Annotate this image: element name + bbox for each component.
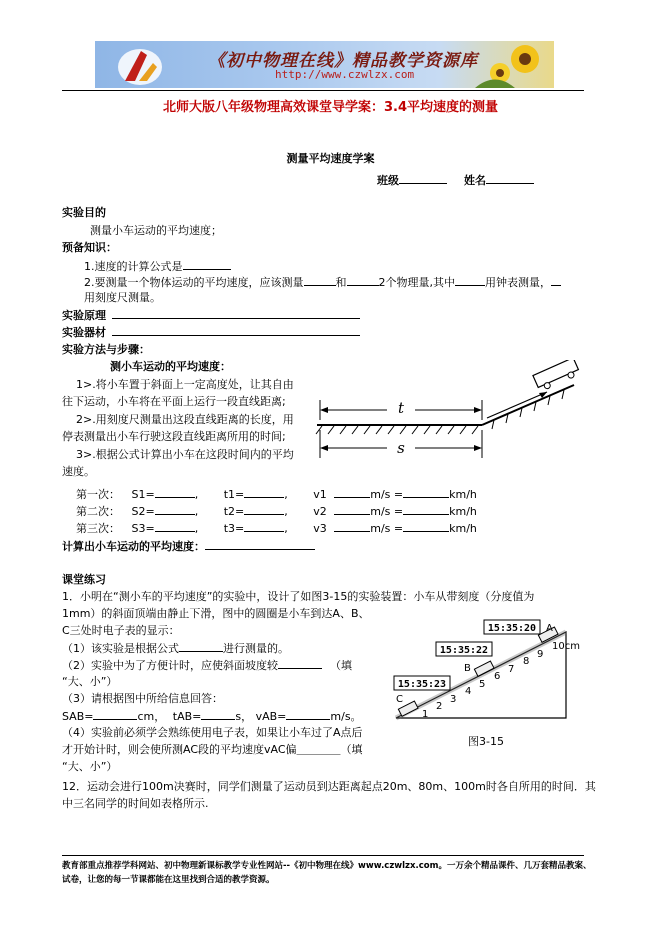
method-subtitle: 测小车运动的平均速度： bbox=[110, 360, 231, 373]
cm-unit: cm， bbox=[137, 710, 166, 723]
time-blank[interactable] bbox=[244, 486, 284, 498]
svg-text:6: 6 bbox=[494, 671, 501, 682]
speed-label: v2 bbox=[313, 505, 327, 518]
practice-title: 课堂练习 bbox=[62, 573, 106, 586]
tab-label: tAB= bbox=[172, 710, 202, 723]
q1-part-1-tail: 进行测量的。 bbox=[223, 642, 289, 655]
distance-label: S1= bbox=[131, 488, 155, 501]
speed-kmh-blank[interactable] bbox=[403, 486, 449, 498]
class-blank[interactable] bbox=[399, 172, 447, 184]
prep-2-text-d: 用钟表测量， bbox=[485, 276, 551, 289]
svg-text:4: 4 bbox=[465, 686, 472, 697]
q1-part-4-line-1: （4）实验前必须学会熟练使用电子表，如果让小车过了A点后 bbox=[62, 726, 363, 739]
name-field bbox=[464, 172, 534, 188]
svg-text:5: 5 bbox=[479, 679, 486, 690]
timer-a-text: 15:35:20 bbox=[487, 623, 537, 634]
footer-text: 教育部重点推荐学科网站、初中物理新课标教学专业性网站--《初中物理在线》www.czwlzx.com。一万余个精品课件、几万套精品教案、试卷，让您的每一节课都能在这里找到合适的教学资源。 bbox=[62, 861, 592, 885]
banner-url[interactable]: http://www.czwlzx.com bbox=[275, 68, 415, 81]
speed-label: v1 bbox=[313, 488, 327, 501]
point-c-label: C bbox=[396, 694, 403, 705]
timer-c-text: 15:35:23 bbox=[397, 679, 447, 690]
speed-label: v3 bbox=[313, 522, 327, 535]
worksheet-heading: 测量平均速度学案 bbox=[286, 152, 375, 165]
q1-part-1 bbox=[62, 640, 289, 656]
timer-b-text: 15:35:22 bbox=[439, 645, 489, 656]
distance-blank[interactable] bbox=[155, 503, 195, 515]
principle-field bbox=[62, 307, 360, 323]
method-title: 实验方法与步骤： bbox=[62, 343, 150, 356]
document-title: 北师大版八年级物理高效课堂导学案：3.4平均速度的测量 bbox=[162, 100, 499, 115]
equipment-label: 实验器材 bbox=[62, 326, 106, 339]
principle-blank[interactable] bbox=[112, 307, 360, 319]
sab-label: SAB= bbox=[62, 710, 94, 723]
footer-rule bbox=[62, 855, 584, 856]
svg-text:8: 8 bbox=[523, 656, 530, 667]
unit-ms: m/s = bbox=[370, 505, 404, 518]
q1-part-2-options: “大、小”） bbox=[62, 675, 118, 688]
distance-blank[interactable] bbox=[155, 486, 195, 498]
q1-part-2-tail: （填 bbox=[330, 659, 352, 672]
unit-kmh: km/h bbox=[449, 488, 477, 501]
q1-part-3: （3）请根据图中所给信息回答： bbox=[62, 692, 223, 705]
prep-item-2-cont: 用刻度尺测量。 bbox=[84, 291, 161, 304]
time-label: t3= bbox=[223, 522, 245, 535]
sab-blank[interactable] bbox=[93, 708, 137, 720]
prep-2-text-b: 和 bbox=[335, 276, 347, 289]
distance-label: S2= bbox=[131, 505, 155, 518]
ms-unit: m/s。 bbox=[330, 710, 362, 723]
q1-line-3: C三处时电子表的显示： bbox=[62, 624, 180, 637]
time-label: t bbox=[397, 399, 405, 417]
cart-icon bbox=[533, 360, 581, 392]
speed-ms-blank[interactable] bbox=[334, 520, 370, 532]
q12-line-1: 12．运动会进行100m决赛时，同学们测量了运动员到达距离起点20m、80m、100m时各自所用的时间．其 bbox=[62, 780, 596, 793]
prep-item-1 bbox=[84, 258, 231, 274]
trial-label: 第二次： bbox=[76, 505, 120, 518]
q1-part-1-text: （1）该实验是根据公式 bbox=[62, 642, 179, 655]
trial-row-1: 第一次： S1= , t1= , v1 m/s = km/h bbox=[76, 488, 477, 501]
unit-ms: m/s = bbox=[370, 522, 404, 535]
q1-line-2: 1mm）的斜面顶端由静止下滑，图中的圆圈是小车到达A、B、 bbox=[62, 607, 370, 620]
q1-line-1: 1．小明在“测小车的平均速度”的实验中，设计了如图3-15的实验装置：小车从带刻度（分度值为 bbox=[62, 590, 535, 603]
prep-2-text-a: 2.要测量一个物体运动的平均速度，应该测量 bbox=[84, 276, 304, 289]
prep-title: 预备知识： bbox=[62, 241, 117, 254]
formula-answer-blank[interactable] bbox=[179, 640, 223, 652]
unit-ms: m/s = bbox=[370, 488, 404, 501]
step-3-line-2: 速度。 bbox=[62, 465, 95, 478]
average-speed-blank[interactable] bbox=[205, 538, 315, 550]
q1-part-4-line-2: 才开始计时，则会使所测AC段的平均速度vAC偏＿＿＿＿（填 bbox=[62, 743, 363, 756]
vab-label: vAB= bbox=[255, 710, 287, 723]
prep-item-2 bbox=[84, 274, 561, 290]
unit-kmh: km/h bbox=[449, 505, 477, 518]
step-2-line-1: 2>.用刻度尺测量出这段直线距离的长度，用 bbox=[76, 413, 294, 426]
equipment-field bbox=[62, 324, 360, 340]
average-speed-label: 计算出小车运动的平均速度： bbox=[62, 540, 205, 553]
clock-blank[interactable] bbox=[455, 274, 485, 286]
header-banner bbox=[95, 41, 554, 88]
header-rule bbox=[62, 90, 584, 91]
time-blank[interactable] bbox=[244, 503, 284, 515]
class-field bbox=[377, 172, 447, 188]
average-speed-field bbox=[62, 538, 315, 554]
step-2-line-2: 停表测量出小车行驶这段直线距离所用的时间; bbox=[62, 430, 286, 443]
svg-text:1: 1 bbox=[422, 709, 429, 720]
speed-kmh-blank[interactable] bbox=[403, 520, 449, 532]
speed-ms-blank[interactable] bbox=[334, 486, 370, 498]
q1-part-2 bbox=[62, 657, 352, 673]
quantity-blank-1[interactable] bbox=[304, 274, 336, 286]
time-label: t2= bbox=[223, 505, 245, 518]
purpose-title: 实验目的 bbox=[62, 206, 106, 219]
q1-part-2-text: （2）实验中为了方便计时，应使斜面坡度较 bbox=[62, 659, 278, 672]
svg-text:9: 9 bbox=[537, 649, 544, 660]
prep-2-text-c: 2个物理量,其中 bbox=[378, 276, 455, 289]
banner-title: 《初中物理在线》精品教学资源库 bbox=[208, 51, 478, 71]
purpose-text: 测量小车运动的平均速度； bbox=[90, 224, 222, 237]
name-label: 姓名 bbox=[464, 174, 486, 187]
equipment-blank[interactable] bbox=[112, 324, 360, 336]
speed-kmh-blank[interactable] bbox=[403, 503, 449, 515]
vab-blank[interactable] bbox=[286, 708, 330, 720]
svg-text:3: 3 bbox=[450, 694, 457, 705]
ramp-diagram bbox=[312, 360, 592, 470]
tab-blank[interactable] bbox=[201, 708, 235, 720]
incline-timer-diagram bbox=[388, 618, 584, 730]
ruler-blank-a[interactable] bbox=[551, 274, 561, 286]
s-unit: s， bbox=[235, 710, 253, 723]
class-label: 班级 bbox=[377, 174, 399, 187]
q1-part-4-line-3: “大、小”） bbox=[62, 760, 118, 773]
trial-label: 第三次： bbox=[76, 522, 120, 535]
principle-label: 实验原理 bbox=[62, 309, 106, 322]
distance-label: S3= bbox=[131, 522, 155, 535]
svg-text:10cm: 10cm bbox=[552, 641, 580, 652]
distance-blank[interactable] bbox=[155, 520, 195, 532]
svg-text:2: 2 bbox=[436, 701, 443, 712]
figure-caption: 图3-15 bbox=[468, 735, 504, 748]
time-label: t1= bbox=[223, 488, 245, 501]
step-1-line-1: 1>.将小车置于斜面上一定高度处，让其自由 bbox=[76, 378, 294, 391]
point-a-label: A bbox=[546, 623, 553, 634]
slope-answer-blank[interactable] bbox=[278, 657, 322, 669]
formula-blank[interactable] bbox=[183, 258, 231, 270]
point-b-label: B bbox=[464, 663, 471, 674]
name-blank[interactable] bbox=[486, 172, 534, 184]
step-1-line-2: 往下运动，小车将在平面上运行一段直线距离; bbox=[62, 395, 286, 408]
distance-label: s bbox=[397, 439, 405, 457]
time-blank[interactable] bbox=[244, 520, 284, 532]
unit-kmh: km/h bbox=[449, 522, 477, 535]
prep-1-text: 1.速度的计算公式是 bbox=[84, 260, 183, 273]
svg-text:7: 7 bbox=[508, 664, 515, 675]
trial-row-2: 第二次： S2= , t2= , v2 m/s = km/h bbox=[76, 505, 477, 518]
trial-label: 第一次： bbox=[76, 488, 120, 501]
trial-row-3: 第三次： S3= , t3= , v3 m/s = km/h bbox=[76, 522, 477, 535]
quantity-blank-2[interactable] bbox=[347, 274, 379, 286]
speed-ms-blank[interactable] bbox=[334, 503, 370, 515]
step-3-line-1: 3>.根据公式计算出小车在这段时间内的平均 bbox=[76, 448, 294, 461]
q1-part-3-answers bbox=[62, 708, 362, 724]
q12-line-2: 中三名同学的时间如表格所示. bbox=[62, 797, 209, 810]
